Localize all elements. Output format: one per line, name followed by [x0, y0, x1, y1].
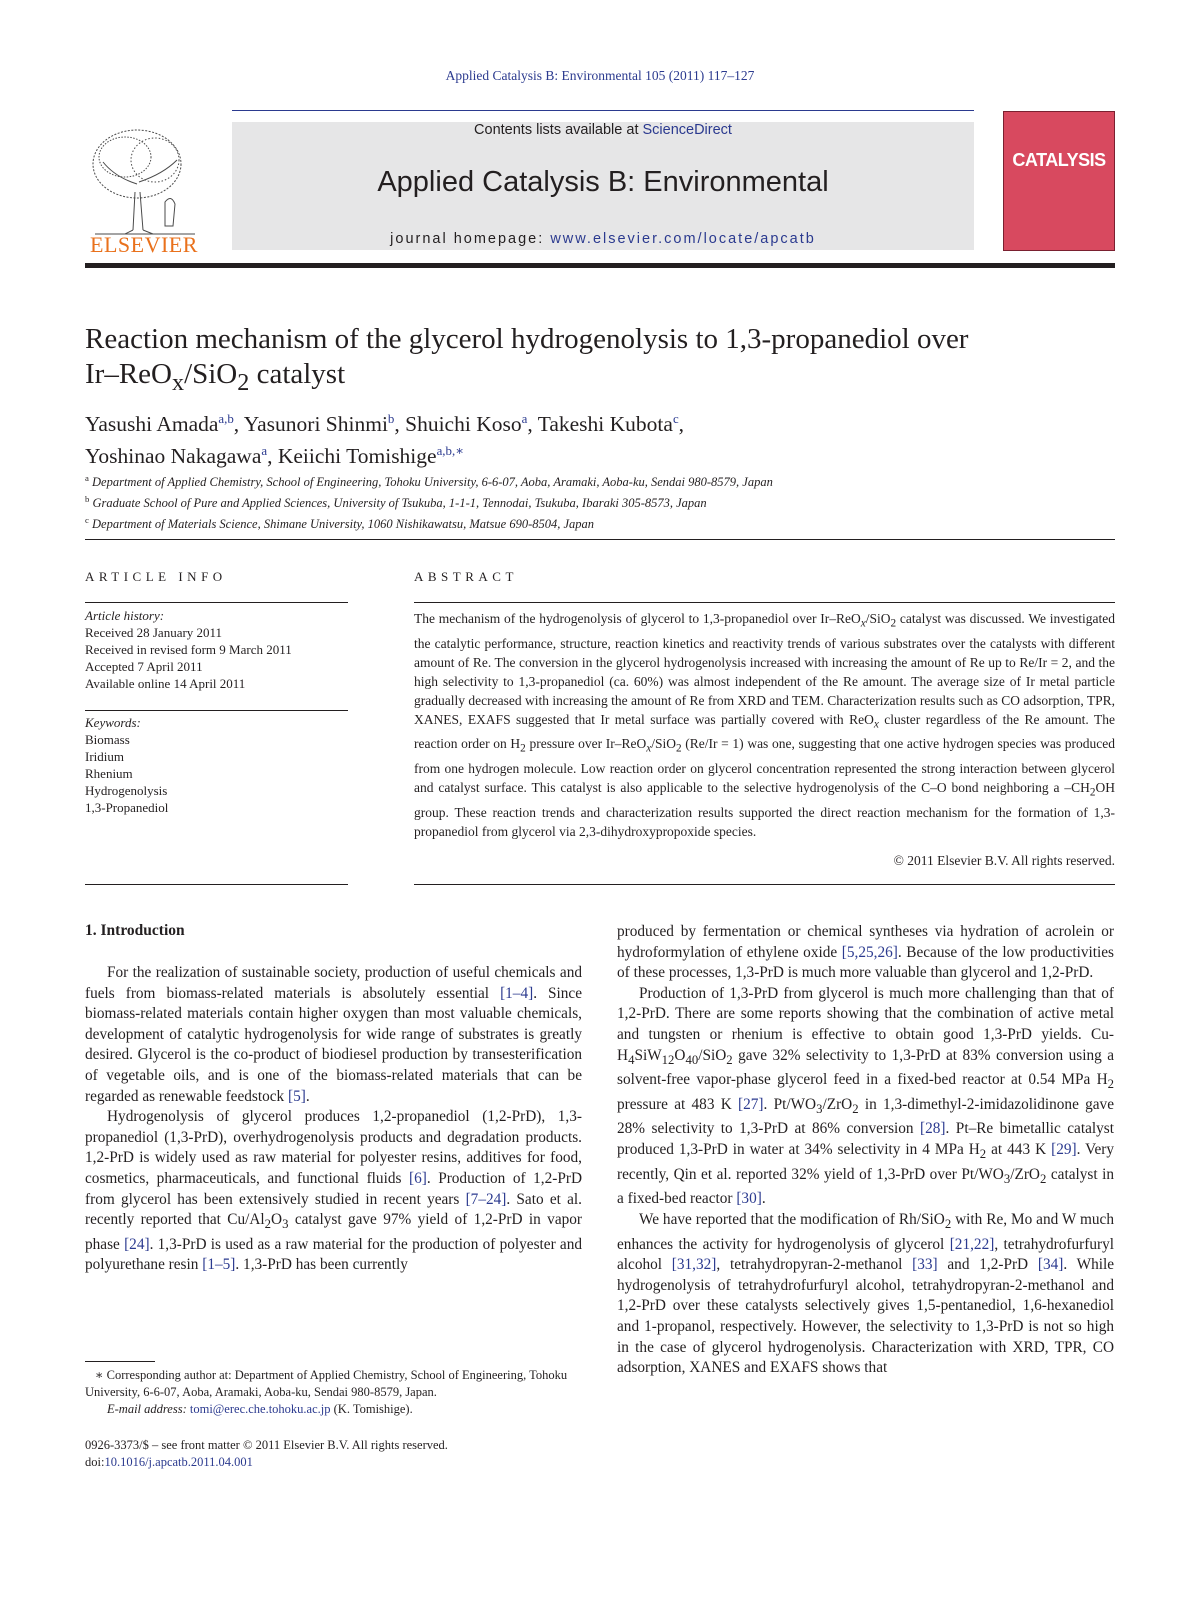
author: [538, 412, 684, 436]
citation-link[interactable]: [5]: [288, 1087, 306, 1105]
subscript: 2: [1089, 786, 1096, 799]
author: [244, 412, 405, 436]
paragraph: [85, 963, 582, 1107]
abstract-text: [414, 609, 1115, 841]
text-run: catalyst gave 97% yield of 1,2-PrD in vapor phase: [85, 1211, 582, 1253]
body-column-left: [85, 963, 582, 1276]
cover-title: CATALYSIS: [1012, 150, 1106, 170]
keyword: Biomass: [85, 732, 130, 747]
doi-link[interactable]: 10.1016/j.apcatb.2011.04.001: [104, 1455, 253, 1469]
paragraph: [617, 922, 1114, 984]
subscript: 2: [520, 743, 526, 756]
article-info-heading: ARTICLE INFO: [85, 569, 227, 584]
elsevier-logo-text: ELSEVIER: [90, 232, 198, 257]
text-run: /ZrO: [1010, 1165, 1040, 1183]
affiliation-label: b: [85, 494, 90, 505]
text-run: produced by fermentation or chemical syntheses via hydration of acrolein or hydroformylation of ethylene oxide: [617, 923, 1114, 961]
abstract-heading: ABSTRACT: [414, 569, 518, 584]
subscript: 4: [628, 1052, 635, 1067]
author-affiliation-mark[interactable]: a: [261, 444, 268, 459]
affiliations: [85, 470, 1115, 533]
abstract-rule: [414, 602, 1115, 603]
text-run: . 1,3-PrD has been currently: [235, 1256, 408, 1274]
issn-line: 0926-3373/$ – see front matter © 2011 Elsevier B.V. All rights reserved.: [85, 1438, 448, 1452]
author-separator: ,: [678, 412, 685, 437]
email-line: [85, 1401, 582, 1418]
subscript: 2: [264, 1217, 272, 1232]
subscript: x: [646, 743, 652, 756]
subscript: 3: [1003, 1171, 1011, 1186]
author-name: Yasushi Amada: [85, 412, 219, 437]
citation-link[interactable]: [6]: [408, 1169, 427, 1187]
corresponding-author-footnote: [85, 1367, 582, 1418]
keyword: Rhenium: [85, 766, 133, 781]
affiliation-text: Graduate School of Pure and Applied Sciences, University of Tsukuba, 1-1-1, Tennodai, Tsukuba, Ibaraki 305-8573, Japan: [92, 496, 707, 511]
subscript: 2: [944, 1217, 952, 1231]
journal-reference[interactable]: Applied Catalysis B: Environmental 105 (2011) 117–127: [445, 68, 755, 83]
article-info-rule: [85, 602, 348, 603]
footnote-mark: ∗: [95, 1368, 104, 1382]
author-name: Keiichi Tomishige: [277, 444, 437, 469]
text-run: at 443 K: [986, 1141, 1052, 1159]
author-name: Yasunori Shinmi: [243, 412, 388, 437]
footnote-rule: [85, 1361, 155, 1362]
citation-link[interactable]: [7–24]: [465, 1190, 507, 1208]
text-run: .: [305, 1087, 310, 1105]
contents-prefix: Contents lists available at: [474, 122, 643, 138]
homepage-link[interactable]: www.elsevier.com/locate/apcatb: [550, 231, 816, 247]
author-name: Takeshi Kubota: [537, 412, 673, 437]
citation-link[interactable]: [24]: [124, 1235, 150, 1253]
journal-title: Applied Catalysis B: Environmental: [377, 166, 829, 198]
subscript: 3: [816, 1101, 823, 1116]
text-run: . Sato et al. recently reported that Cu/Al: [85, 1190, 582, 1229]
doi-label: doi:: [85, 1455, 105, 1469]
text-run: SiW: [634, 1046, 662, 1064]
title-part: Ir–ReO: [85, 358, 172, 390]
author: [85, 412, 244, 436]
author-separator: ,: [233, 412, 244, 437]
keyword: 1,3-Propanediol: [85, 800, 169, 815]
title-line-1: Reaction mechanism of the glycerol hydrogenolysis to 1,3-propanediol over: [85, 323, 969, 355]
text-run: and 1,2-PrD: [937, 1256, 1038, 1274]
subscript: 2: [1039, 1171, 1047, 1186]
author: [405, 412, 538, 436]
text-run: . Because of the low productivities of these processes, 1,3-PrD is much more valuable than glycerol and 1,2-PrD.: [617, 943, 1114, 982]
author-affiliation-mark[interactable]: a: [521, 412, 528, 426]
text-run: For the realization of sustainable society, production of useful chemicals and fuels from biomass-related materials is absolutely essential: [85, 964, 582, 1002]
footnote-body: Corresponding author at: Department of Applied Chemistry, School of Engineering, Tohoku University, 6-6-07, Aoba, Aramaki, Aoba-ku, Sendai 980-8579, Japan.: [85, 1368, 568, 1399]
abstract-fragment: pressure over Ir–ReO: [525, 736, 647, 752]
citation-link[interactable]: [30]: [736, 1190, 762, 1208]
text-run: Hydrogenolysis of glycerol produces 1,2-propanediol (1,2-PrD), 1,3-propanediol (1,3-PrD), overhydrogenolysis products and degradation products. 1,2-PrD is widely used as raw material for polyester resins, additives for food, cosmetics, pharmaceuticals, and functional fluids: [85, 1108, 582, 1187]
text-run: pressure at 483 K: [617, 1095, 739, 1113]
history-entry: Received 28 January 2011: [85, 625, 223, 640]
keywords-rule: [85, 710, 348, 711]
header-rule: [232, 110, 974, 111]
text-run: gave 32% selectivity to 1,3-PrD at 83% conversion using a solvent-free vapor-phase glycerol feed in a fixed-bed reactor at 0.54 MPa H: [617, 1046, 1114, 1089]
email-suffix: (K. Tomishige).: [330, 1402, 413, 1416]
contents-line: [232, 122, 974, 138]
doi-line: [85, 1454, 582, 1471]
subscript: 40: [685, 1052, 699, 1067]
citation-link[interactable]: [31,32]: [671, 1256, 717, 1274]
text-run: . 1,3-PrD is used as a raw material for the production of polyester and polyurethane resin: [85, 1235, 582, 1274]
citation-link[interactable]: [1–5]: [202, 1256, 236, 1274]
subscript: 2: [726, 1052, 733, 1067]
affiliation: [85, 470, 1115, 491]
body-column-right: [617, 922, 1114, 1379]
text-run: . Pt/WO: [763, 1095, 817, 1113]
issn-doi: [85, 1437, 582, 1471]
text-run: catalyst in a fixed-bed reactor: [617, 1165, 1114, 1208]
sciencedirect-link[interactable]: ScienceDirect: [642, 122, 732, 138]
subscript: 2: [979, 1147, 987, 1162]
article-title: [85, 322, 1115, 400]
abstract-fragment: /SiO: [651, 736, 676, 752]
abstract-fragment: OH group. These reaction trends and characterization results supported the direct reaction mechanism for the formation of 1,3-propanediol from glycerol via 2,3-dihydroxypropoxide species.: [414, 780, 1115, 839]
affiliation: [85, 512, 1115, 533]
article-history: [85, 607, 348, 692]
title-part: catalyst: [249, 358, 346, 390]
section-heading-introduction: 1. Introduction: [85, 922, 185, 939]
subscript: 2: [852, 1101, 859, 1116]
abstract-fragment: /SiO: [865, 611, 891, 626]
paragraph: [617, 984, 1114, 1210]
keywords: [85, 714, 348, 816]
author-separator: ,: [394, 412, 406, 437]
affiliation-label: a: [85, 473, 89, 483]
title-part: /SiO: [184, 358, 238, 390]
subscript: 3: [282, 1217, 289, 1232]
history-label: Article history:: [85, 608, 165, 623]
author-list: [85, 406, 1115, 470]
citation-link[interactable]: [1–4]: [500, 984, 534, 1002]
text-run: with Re, Mo and W much enhances the activity for hydrogenolysis of glycerol: [617, 1210, 1114, 1253]
text-run: , tetrahydropyran-2-methanol: [716, 1256, 913, 1274]
abstract-fragment: cluster regardless of the Re amount. The reaction order on H: [414, 711, 1115, 752]
author-name: Shuichi Koso: [405, 412, 522, 437]
email-link[interactable]: tomi@erec.che.tohoku.ac.jp: [189, 1402, 331, 1416]
affiliation-label: c: [85, 515, 89, 526]
author-affiliation-mark[interactable]: c: [672, 412, 679, 426]
history-entry: Available online 14 April 2011: [85, 676, 246, 691]
text-run: . Very recently, Qin et al. reported 32% yield of 1,3-PrD over Pt/WO: [617, 1141, 1114, 1183]
affiliation-text: Department of Applied Chemistry, School of Engineering, Tohoku University, 6-6-07, Aoba, Aramaki, Aoba-ku, Sendai 980-8579, Japan: [92, 475, 773, 490]
author-affiliation-mark[interactable]: a,b,∗: [436, 444, 464, 459]
title-subscript: x: [171, 368, 185, 396]
text-run: /ZrO: [822, 1095, 853, 1113]
text-run: in 1,3-dimethyl-2-imidazolidinone gave 28% selectivity to 1,3-PrD at 86% conversion: [617, 1095, 1114, 1138]
text-run: /SiO: [698, 1046, 727, 1064]
text-run: O: [674, 1046, 686, 1064]
abstract-fragment: (Re/Ir = 1) was one, suggesting that one active hydrogen species was produced from one hydrogen molecule. Low reaction order on glycerol concentration represented the strong interaction between glycerol and catalyst surface. This catalyst is also applicable to the selective hydrogenolysis of the C–O bond neighboring a –CH: [414, 736, 1115, 796]
keywords-label: Keywords:: [85, 715, 141, 730]
subscript: 2: [675, 743, 682, 756]
citation-link[interactable]: [21,22]: [949, 1235, 995, 1253]
author: [278, 444, 464, 468]
paragraph: [617, 1210, 1114, 1379]
keyword: Hydrogenolysis: [85, 783, 168, 798]
paragraph: [85, 1107, 582, 1276]
history-entry: Received in revised form 9 March 2011: [85, 642, 292, 657]
footnote-text: [85, 1367, 582, 1401]
subscript: x: [860, 617, 866, 630]
affiliation-text: Department of Materials Science, Shimane University, 1060 Nishikawatsu, Matsue 690-8504, Japan: [92, 517, 595, 532]
header-thick-rule: [85, 263, 1115, 268]
history-entry: Accepted 7 April 2011: [85, 659, 203, 674]
citation-link[interactable]: [33]: [912, 1256, 938, 1274]
subscript: 2: [890, 617, 897, 630]
text-run: We have reported that the modification of Rh/SiO: [639, 1210, 945, 1228]
subscript: x: [873, 718, 879, 731]
affiliations-rule: [85, 539, 1115, 540]
text-run: , tetrahydrofurfuryl alcohol: [617, 1235, 1114, 1274]
homepage-line: [232, 231, 974, 247]
abstract-fragment: catalyst was discussed. We investigated the catalytic performance, structure, reaction kinetics and reactivity trends of various substrates over the catalysts with different amount of Re. The conversion in the glycerol hydrogenolysis increased with increasing the amount of Re up to Re/Ir = 2, and the high selectivity to 1,3-propanediol (ca. 60%) was almost independent of the Re amount. The average size of Ir metal particle gradually decreased with increasing the amount of Re from XRD and TEM. Characterization results such as CO adsorption, TPR, XANES, EXAFS suggested that Ir metal surface was partially covered with ReO: [414, 611, 1115, 727]
subscript: 2: [1107, 1077, 1114, 1092]
author-separator: ,: [267, 444, 278, 469]
text-run: . Pt–Re bimetallic catalyst produced 1,3-PrD in water at 34% selectivity in 4 MPa H: [617, 1120, 1114, 1159]
homepage-prefix: journal homepage:: [390, 231, 551, 247]
citation-link[interactable]: [29]: [1051, 1141, 1077, 1159]
title-subscript: 2: [237, 368, 250, 396]
author-affiliation-mark[interactable]: b: [387, 412, 395, 426]
text-run: . While hydrogenolysis of tetrahydrofurfuryl alcohol, tetrahydropyran-2-methanol and 1,2-PrD over these catalysts selectively gives 1,5-pentanediol, 1,6-hexanediol and 1-propanol, respectively. However, the selectivity to 1,3-PrD is not so high in the case of glycerol hydrogenolysis. Characterization with XRD, TPR, CO adsorption, XANES and EXAFS shows that: [617, 1256, 1115, 1377]
keyword: Iridium: [85, 749, 124, 764]
author-affiliation-mark[interactable]: a,b: [218, 412, 234, 426]
author-separator: ,: [527, 412, 538, 437]
email-label: E-mail address:: [107, 1402, 190, 1416]
abstract-fragment: The mechanism of the hydrogenolysis of glycerol to 1,3-propanediol over Ir–ReO: [414, 611, 861, 626]
author-name: Yoshinao Nakagawa: [85, 444, 262, 469]
abstract-copyright: © 2011 Elsevier B.V. All rights reserved.: [893, 853, 1115, 868]
text-run: . Production of 1,2-PrD from glycerol has been extensively studied in recent years: [85, 1169, 582, 1208]
affiliation: [85, 491, 1115, 512]
citation-link[interactable]: [28]: [920, 1120, 946, 1138]
text-run: O: [271, 1211, 283, 1229]
text-run: Production of 1,3-PrD from glycerol is much more challenging than that of 1,2-PrD. There are some reports showing that the combination of active metal and tungsten or rhenium is effective to obtain good 1,3-PrD yields. Cu-H: [617, 984, 1114, 1064]
citation-link[interactable]: [34]: [1037, 1256, 1064, 1274]
citation-link[interactable]: [27]: [738, 1095, 764, 1113]
journal-cover: [1003, 111, 1115, 251]
text-run: . Since biomass-related materials contain higher oxygen than most valuable chemicals, development of catalytic hydrogenolysis for wide range of substrates is greatly desired. Glycerol is the co-product of biodiesel production by transesterification of vegetable oils, and is one of the biomass-related materials that can be regarded as renewable feedstock: [85, 984, 583, 1105]
abstract-bottom-rule: [414, 884, 1115, 885]
author: [85, 444, 278, 468]
text-run: .: [761, 1190, 766, 1208]
citation-link[interactable]: [5,25,26]: [841, 943, 898, 961]
article-info-bottom-rule: [85, 884, 348, 885]
subscript: 12: [661, 1052, 675, 1067]
